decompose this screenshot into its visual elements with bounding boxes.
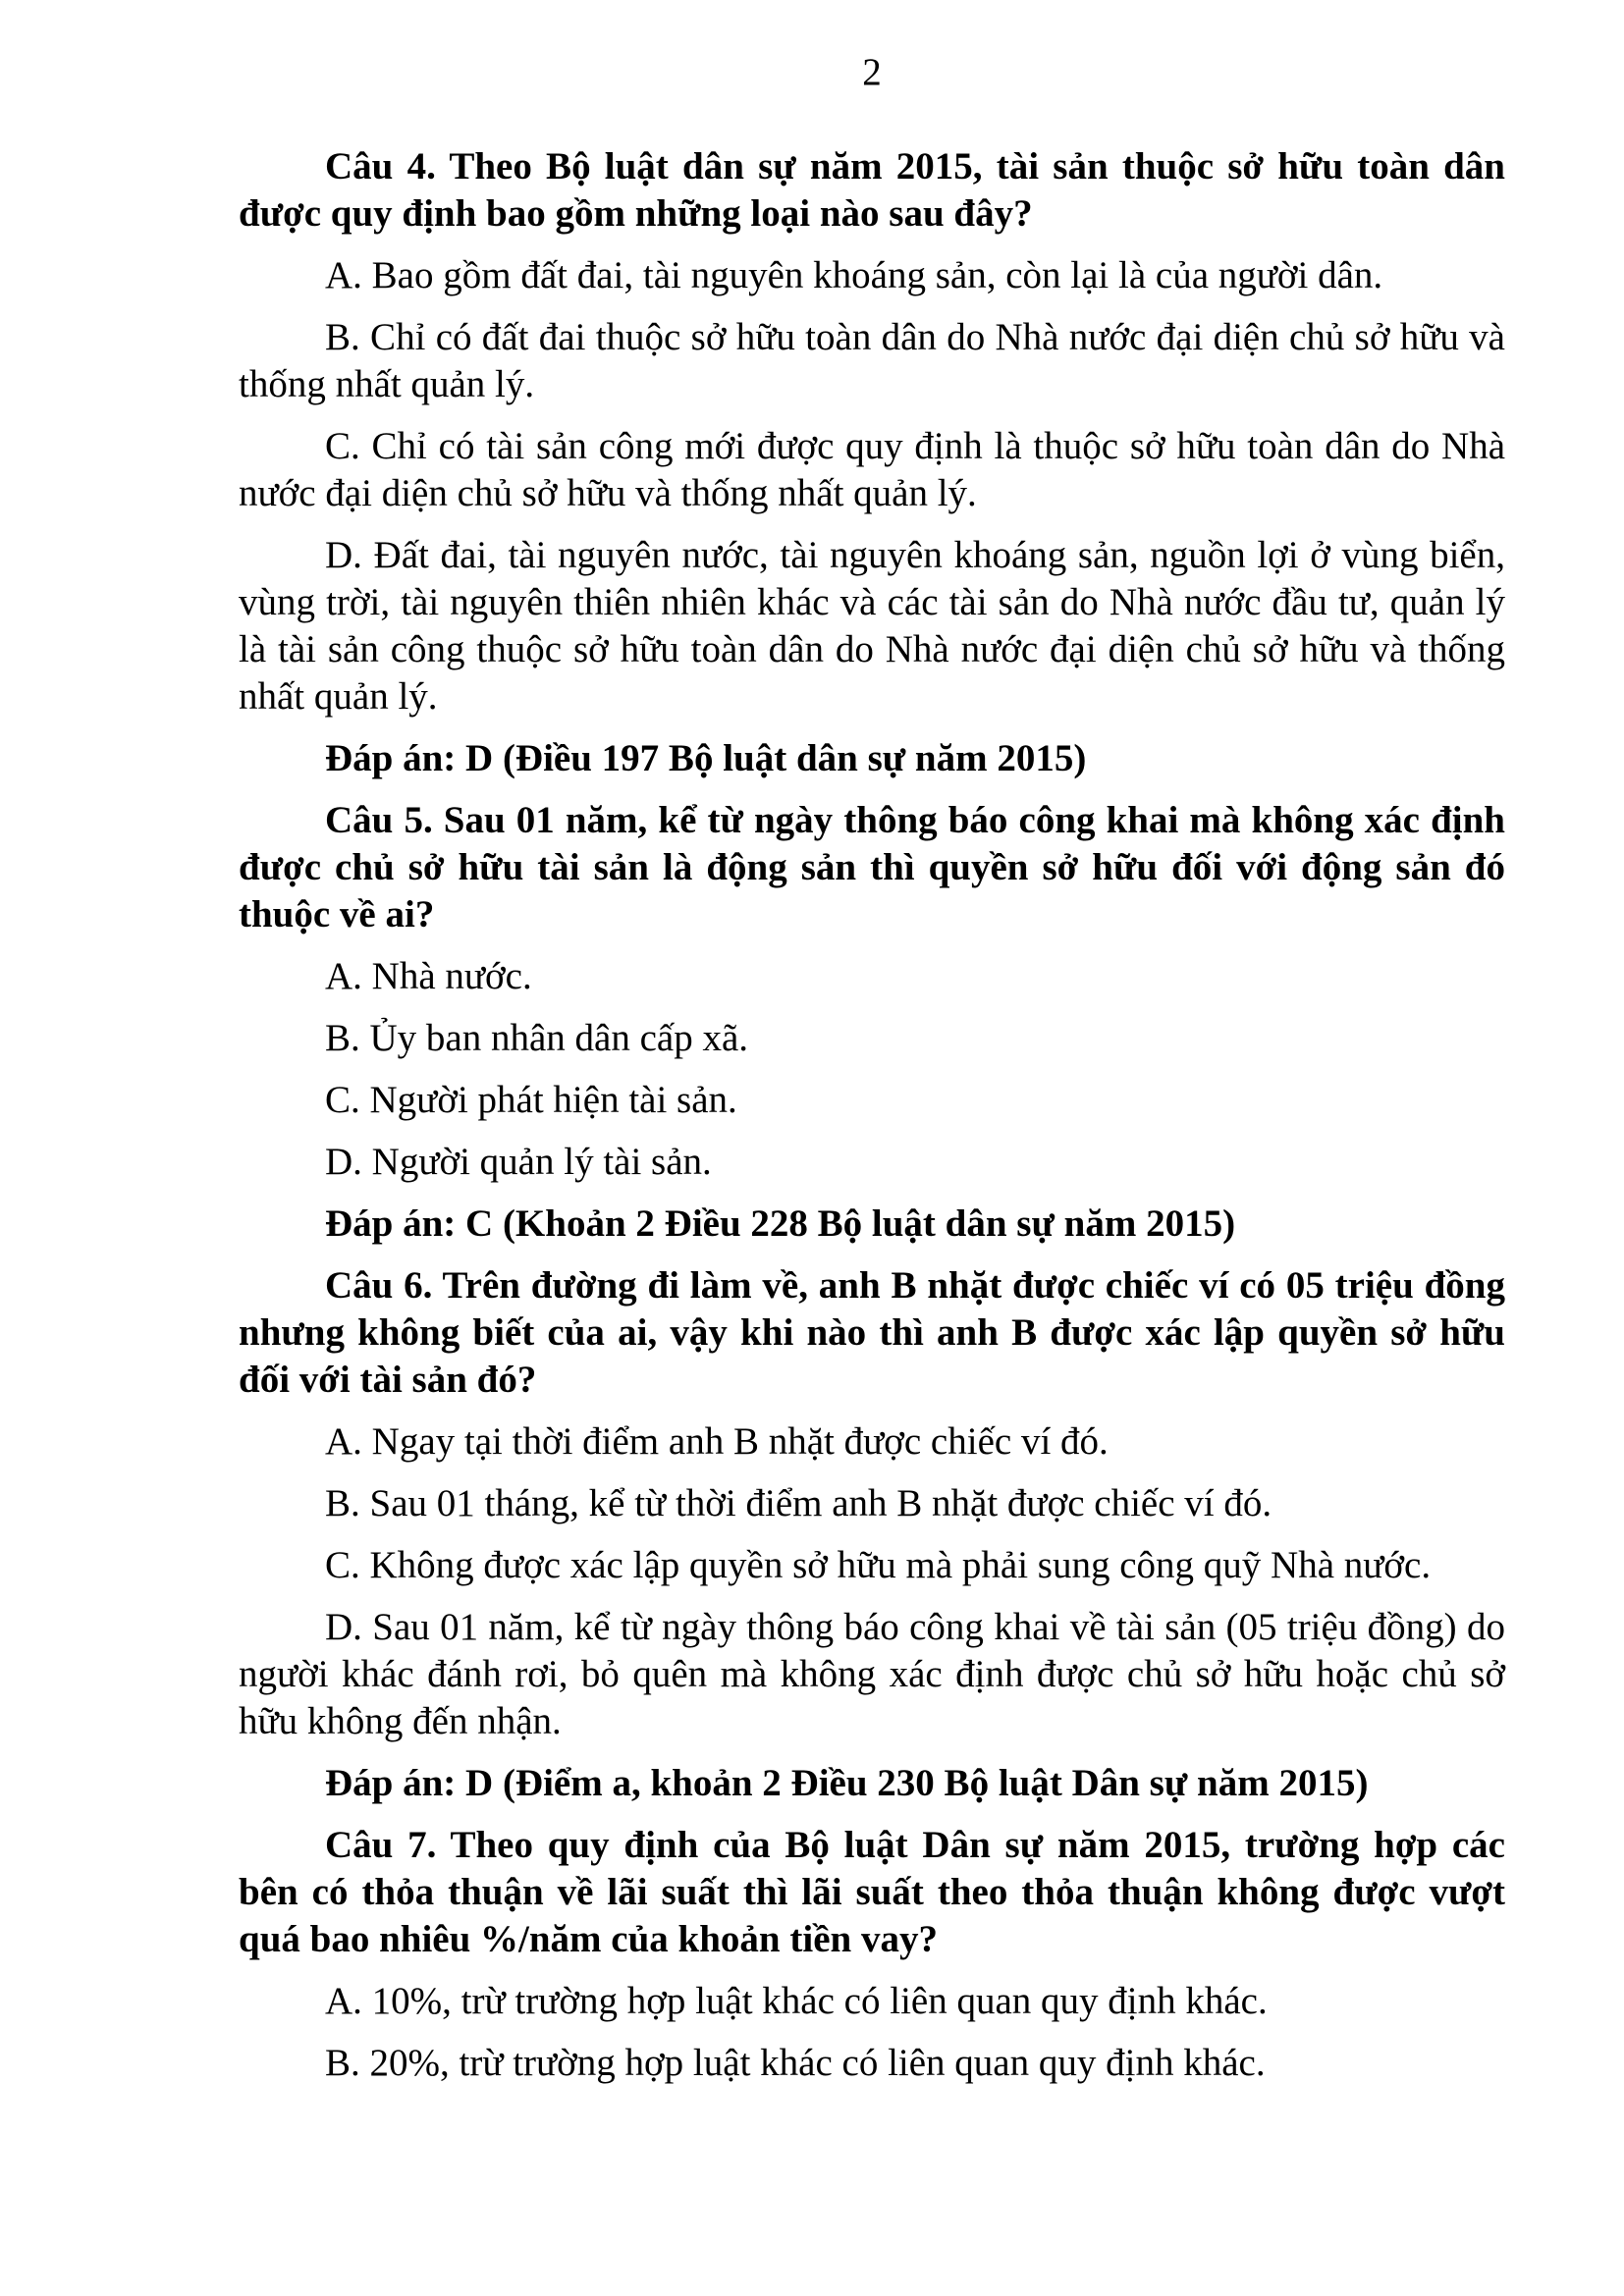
question-4-option-c: C. Chỉ có tài sản công mới được quy định là thuộc sở hữu toàn dân do Nhà nước đại diện chủ sở hữu và thống nhất quản lý.: [239, 425, 1505, 514]
question-5-option-c: C. Người phát hiện tài sản.: [325, 1079, 737, 1121]
question-5-answer: Đáp án: C (Khoản 2 Điều 228 Bộ luật dân sự năm 2015): [325, 1202, 1236, 1245]
question-4-title: Câu 4. Theo Bộ luật dân sự năm 2015, tài sản thuộc sở hữu toàn dân được quy định bao gồm những loại nào sau đây?: [239, 145, 1505, 235]
page-number: 2: [862, 51, 882, 93]
question-block-6: [239, 1262, 1505, 1807]
question-4-option-a: A. Bao gồm đất đai, tài nguyên khoáng sản, còn lại là của người dân.: [325, 254, 1383, 296]
question-4-option-d: D. Đất đai, tài nguyên nước, tài nguyên khoáng sản, nguồn lợi ở vùng biển, vùng trời, tài nguyên thiên nhiên khác và các tài sản do Nhà nước đầu tư, quản lý là tài sản công thuộc sở hữu toàn dân do Nhà nước đại diện chủ sở hữu và thống nhất quản lý.: [239, 534, 1505, 718]
question-7-title: Câu 7. Theo quy định của Bộ luật Dân sự năm 2015, trường hợp các bên có thỏa thuận về lãi suất thì lãi suất theo thỏa thuận không được vượt quá bao nhiêu %/năm của khoản tiền vay?: [239, 1824, 1505, 1960]
question-5-option-d: D. Người quản lý tài sản.: [325, 1141, 712, 1183]
question-7-option-a: A. 10%, trừ trường hợp luật khác có liên quan quy định khác.: [325, 1980, 1268, 2022]
question-block-7: [239, 1822, 1505, 2087]
question-5-title: Câu 5. Sau 01 năm, kể từ ngày thông báo công khai mà không xác định được chủ sở hữu tài sản là động sản thì quyền sở hữu đối với động sản đó thuộc về ai?: [239, 799, 1505, 935]
question-6-title: Câu 6. Trên đường đi làm về, anh B nhặt được chiếc ví có 05 triệu đồng nhưng không biết của ai, vậy khi nào thì anh B được xác lập quyền sở hữu đối với tài sản đó?: [239, 1264, 1505, 1401]
question-4-option-b: B. Chỉ có đất đai thuộc sở hữu toàn dân do Nhà nước đại diện chủ sở hữu và thống nhất quản lý.: [239, 316, 1505, 405]
question-6-option-b: B. Sau 01 tháng, kể từ thời điểm anh B nhặt được chiếc ví đó.: [325, 1482, 1272, 1524]
question-7-option-b: B. 20%, trừ trường hợp luật khác có liên quan quy định khác.: [325, 2042, 1266, 2084]
document-content: [239, 143, 1505, 2102]
question-6-option-a: A. Ngay tại thời điểm anh B nhặt được chiếc ví đó.: [325, 1420, 1109, 1463]
question-6-option-d: D. Sau 01 năm, kể từ ngày thông báo công khai về tài sản (05 triệu đồng) do người khác đánh rơi, bỏ quên mà không xác định được chủ sở hữu hoặc chủ sở hữu không đến nhận.: [239, 1606, 1505, 1742]
question-block-5: [239, 797, 1505, 1248]
question-5-option-a: A. Nhà nước.: [325, 955, 532, 997]
question-block-4: [239, 143, 1505, 782]
question-5-option-b: B. Ủy ban nhân dân cấp xã.: [325, 1017, 749, 1059]
question-4-answer: Đáp án: D (Điều 197 Bộ luật dân sự năm 2015): [325, 737, 1087, 779]
question-6-answer: Đáp án: D (Điểm a, khoản 2 Điều 230 Bộ luật Dân sự năm 2015): [325, 1762, 1369, 1804]
question-6-option-c: C. Không được xác lập quyền sở hữu mà phải sung công quỹ Nhà nước.: [325, 1544, 1432, 1586]
